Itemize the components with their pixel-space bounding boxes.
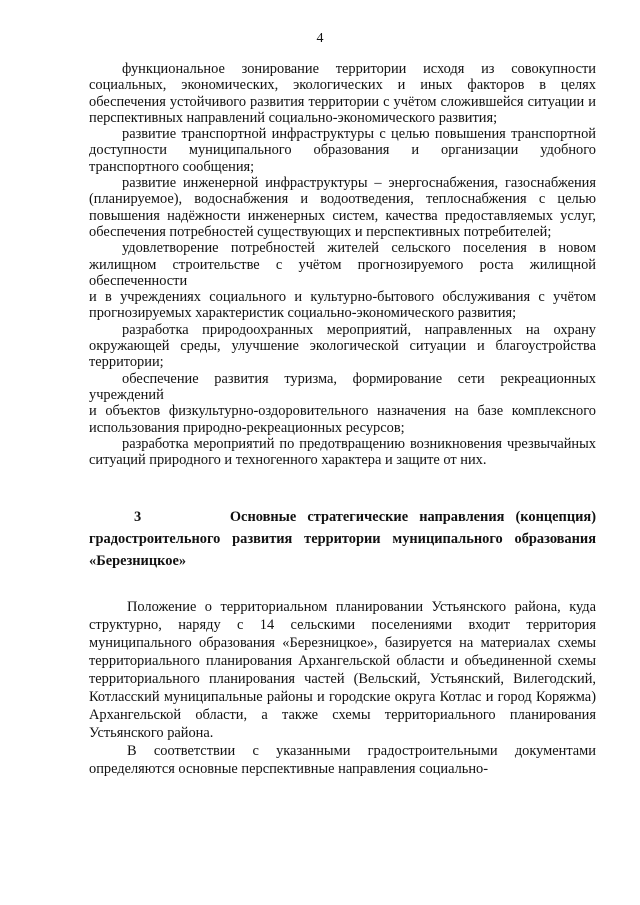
page-content: [89, 61, 596, 778]
section-number: 3: [134, 509, 142, 526]
section-body: [89, 599, 596, 778]
list-paragraph: обеспечение развития туризма, формирование сети рекреационных учреждений: [89, 370, 596, 403]
list-paragraph: разработка мероприятий по предотвращению возникновения чрезвычайных ситуаций природного и техногенного характера и защите от них.: [89, 435, 596, 469]
section-title: Основные стратегические направления (концепция) градостроительного развития территории муниципального образования «Березницкое»: [89, 509, 596, 570]
list-paragraph: удовлетворение потребностей жителей сельского поселения в новом жилищном строительстве с учётом прогнозируемого роста жилищной обеспеченности: [89, 240, 596, 289]
list-paragraph: развитие инженерной инфраструктуры – энергоснабжения, газоснабжения (планируемое), водоснабжения и водоотведения, теплоснабжения с целью повышения надёжности инженерных систем, качества предоставляемых услуг, обеспечения потребностей существующих и перспективных потребителей;: [89, 175, 596, 240]
list-paragraph: и объектов физкультурно-оздоровительного назначения на базе комплексного использования природно-рекреационных ресурсов;: [89, 403, 596, 436]
body-paragraph: В соответствии с указанными градостроительными документами определяются основные перспективные направления социально-: [89, 742, 596, 777]
list-paragraph: функциональное зонирование территории исходя из совокупности социальных, экономических, экологических и иных факторов в целях обеспечения устойчивого развития территории с учётом сложившейся ситуации и перспективных направлений социально-экономического развития;: [89, 61, 596, 126]
list-paragraph: и в учреждениях социального и культурно-бытового обслуживания с учётом прогнозируемых характеристик социально-экономического развития;: [89, 289, 596, 322]
list-paragraph: развитие транспортной инфраструктуры с целью повышения транспортной доступности муниципального образования и организации удобного транспортного сообщения;: [89, 126, 596, 175]
page-number: 4: [316, 31, 324, 46]
section-heading: [89, 506, 596, 572]
list-paragraph: разработка природоохранных мероприятий, направленных на охрану окружающей среды, улучшение экологической ситуации и благоустройства территории;: [89, 321, 596, 371]
body-paragraph: Положение о территориальном планировании Устьянского района, куда структурно, наряду с 14 сельскими поселениями входит территория муниципального образования «Березницкое», базируется на материалах схемы территориального планирования Архангельской области и объединенной схемы территориального планирования частей (Вельский, Устьянский, Вилегодский, Котласский муниципальные районы и городские округа Котлас и город Коряжма) Архангельской области, а также схемы территориального планирования Устьянского района.: [89, 599, 596, 741]
